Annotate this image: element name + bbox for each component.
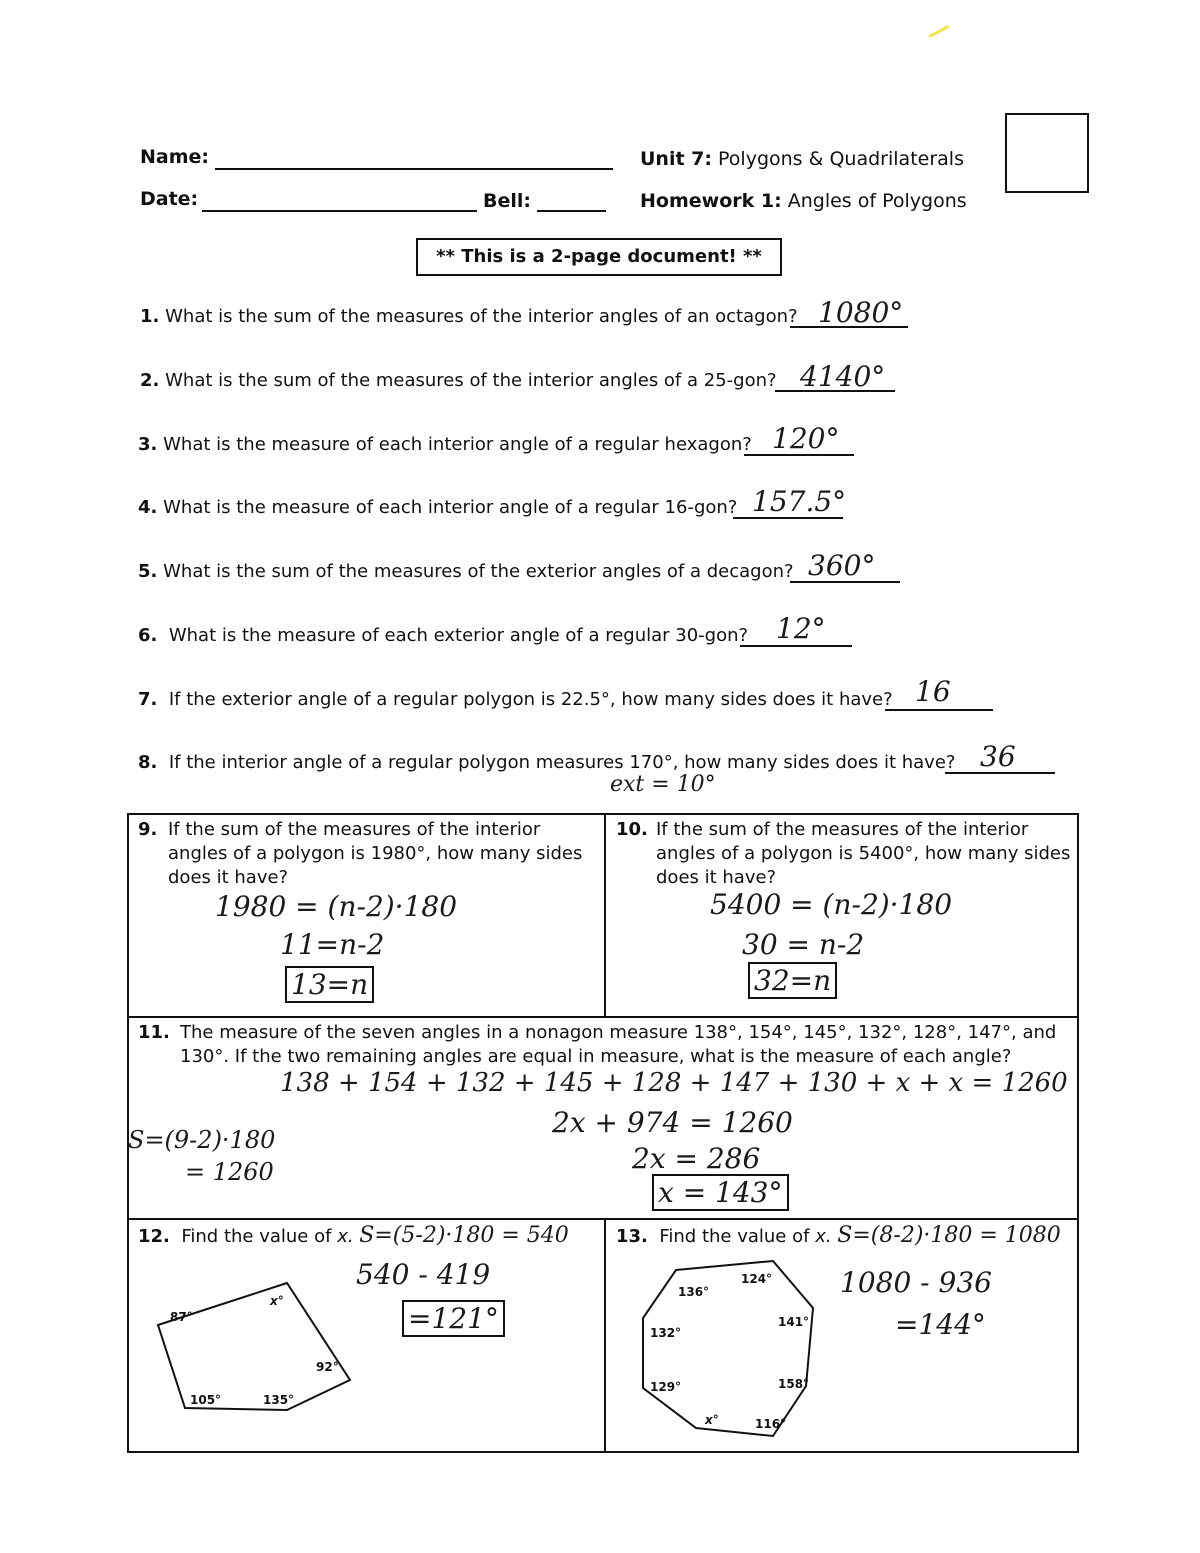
answer-12: =121° bbox=[402, 1300, 505, 1337]
answer-line-6[interactable] bbox=[740, 645, 852, 647]
divider-col-top bbox=[604, 813, 606, 1017]
unit-title: Unit 7: Polygons & Quadrilaterals bbox=[640, 148, 964, 170]
side-work-11-line2: = 1260 bbox=[185, 1158, 274, 1186]
question-7: 7. If the exterior angle of a regular polygon is 22.5°, how many sides does it have? bbox=[138, 689, 893, 710]
q13-angle-132: 132° bbox=[650, 1326, 682, 1340]
highlight-mark bbox=[929, 25, 950, 38]
octagon-figure bbox=[638, 1258, 818, 1443]
q13-angle-136: 136° bbox=[678, 1285, 710, 1299]
work-11-line3: 2x = 286 bbox=[632, 1142, 761, 1175]
work-11-line1: 138 + 154 + 132 + 145 + 128 + 147 + 130 + x + x = 1260 bbox=[280, 1068, 1068, 1098]
pentagon-shape bbox=[158, 1283, 350, 1410]
answer-2: 4140° bbox=[800, 360, 886, 393]
q13-angle-x: x° bbox=[705, 1413, 719, 1427]
q13-angle-124: 124° bbox=[741, 1272, 773, 1286]
answer-8: 36 bbox=[980, 740, 1016, 773]
q12-angle-92: 92° bbox=[316, 1360, 339, 1374]
q13-angle-116: 116° bbox=[755, 1417, 787, 1431]
work-11-line2: 2x + 974 = 1260 bbox=[552, 1106, 793, 1139]
bell-line[interactable] bbox=[537, 194, 606, 212]
q13-angle-141: 141° bbox=[778, 1315, 810, 1329]
answer-4: 157.5° bbox=[752, 485, 847, 518]
work-13-line1: 1080 - 936 bbox=[840, 1266, 992, 1299]
answer-1: 1080° bbox=[818, 296, 904, 329]
answer-3: 120° bbox=[772, 422, 840, 455]
q13-angle-158: 158° bbox=[778, 1377, 810, 1391]
answer-line-7[interactable] bbox=[885, 709, 993, 711]
work-8: ext = 10° bbox=[610, 772, 716, 797]
q12-angle-x: x° bbox=[270, 1294, 284, 1308]
date-line[interactable] bbox=[202, 192, 477, 212]
question-1: 1. What is the sum of the measures of the interior angles of an octagon? bbox=[140, 306, 798, 327]
answer-9: 13=n bbox=[285, 966, 374, 1003]
work-9-line1: 1980 = (n-2)·180 bbox=[215, 890, 458, 923]
answer-6: 12° bbox=[776, 612, 826, 645]
q13-angle-129: 129° bbox=[650, 1380, 682, 1394]
answer-5: 360° bbox=[808, 549, 876, 582]
q12-angle-135: 135° bbox=[263, 1393, 295, 1407]
answer-13: =144° bbox=[895, 1308, 986, 1341]
question-12: 12. Find the value of x. S=(5-2)·180 = 540 bbox=[138, 1223, 569, 1248]
question-3: 3. What is the measure of each interior angle of a regular hexagon? bbox=[138, 434, 752, 455]
divider-row2 bbox=[127, 1218, 1079, 1220]
name-line[interactable] bbox=[215, 150, 613, 170]
question-11: 11. The measure of the seven angles in a nonagon measure 138°, 154°, 145°, 132°, 128°, 147°, and 130°. If the two remaining angles are equal in measure, what is the measure of each angle? bbox=[138, 1022, 1057, 1067]
answer-11: x = 143° bbox=[652, 1174, 789, 1211]
pentagon-figure bbox=[150, 1275, 360, 1415]
q12-angle-87: 87° bbox=[170, 1310, 193, 1324]
score-box bbox=[1005, 113, 1089, 193]
question-6: 6. What is the measure of each exterior angle of a regular 30-gon? bbox=[138, 625, 749, 646]
two-page-notice: ** This is a 2-page document! ** bbox=[416, 238, 782, 276]
work-9-line2: 11=n-2 bbox=[280, 928, 385, 961]
work-10-line1: 5400 = (n-2)·180 bbox=[710, 888, 953, 921]
octagon-shape bbox=[643, 1261, 813, 1436]
name-label: Name: bbox=[140, 146, 210, 168]
work-10-line2: 30 = n-2 bbox=[742, 928, 865, 961]
work-12-line1: 540 - 419 bbox=[356, 1258, 491, 1291]
question-10: 10. If the sum of the measures of the interior angles of a polygon is 5400°, how many sides does it have? bbox=[616, 819, 1071, 888]
question-13: 13. Find the value of x. S=(8-2)·180 = 1080 bbox=[616, 1223, 1061, 1248]
side-work-11-line1: S=(9-2)·180 bbox=[128, 1126, 276, 1154]
answer-7: 16 bbox=[915, 675, 951, 708]
answer-10: 32=n bbox=[748, 962, 837, 999]
date-label: Date: bbox=[140, 188, 199, 210]
q12-angle-105: 105° bbox=[190, 1393, 222, 1407]
bell-label: Bell: bbox=[483, 190, 531, 212]
question-2: 2. What is the sum of the measures of the interior angles of a 25-gon? bbox=[140, 370, 777, 391]
question-4: 4. What is the measure of each interior angle of a regular 16-gon? bbox=[138, 497, 738, 518]
divider-col-bottom bbox=[604, 1218, 606, 1453]
homework-title: Homework 1: Angles of Polygons bbox=[640, 190, 967, 212]
question-8: 8. If the interior angle of a regular polygon measures 170°, how many sides does it have? bbox=[138, 752, 956, 773]
divider-row1 bbox=[127, 1016, 1079, 1018]
question-5: 5. What is the sum of the measures of the exterior angles of a decagon? bbox=[138, 561, 794, 582]
question-9: 9. If the sum of the measures of the interior angles of a polygon is 1980°, how many sides does it have? bbox=[138, 819, 583, 888]
